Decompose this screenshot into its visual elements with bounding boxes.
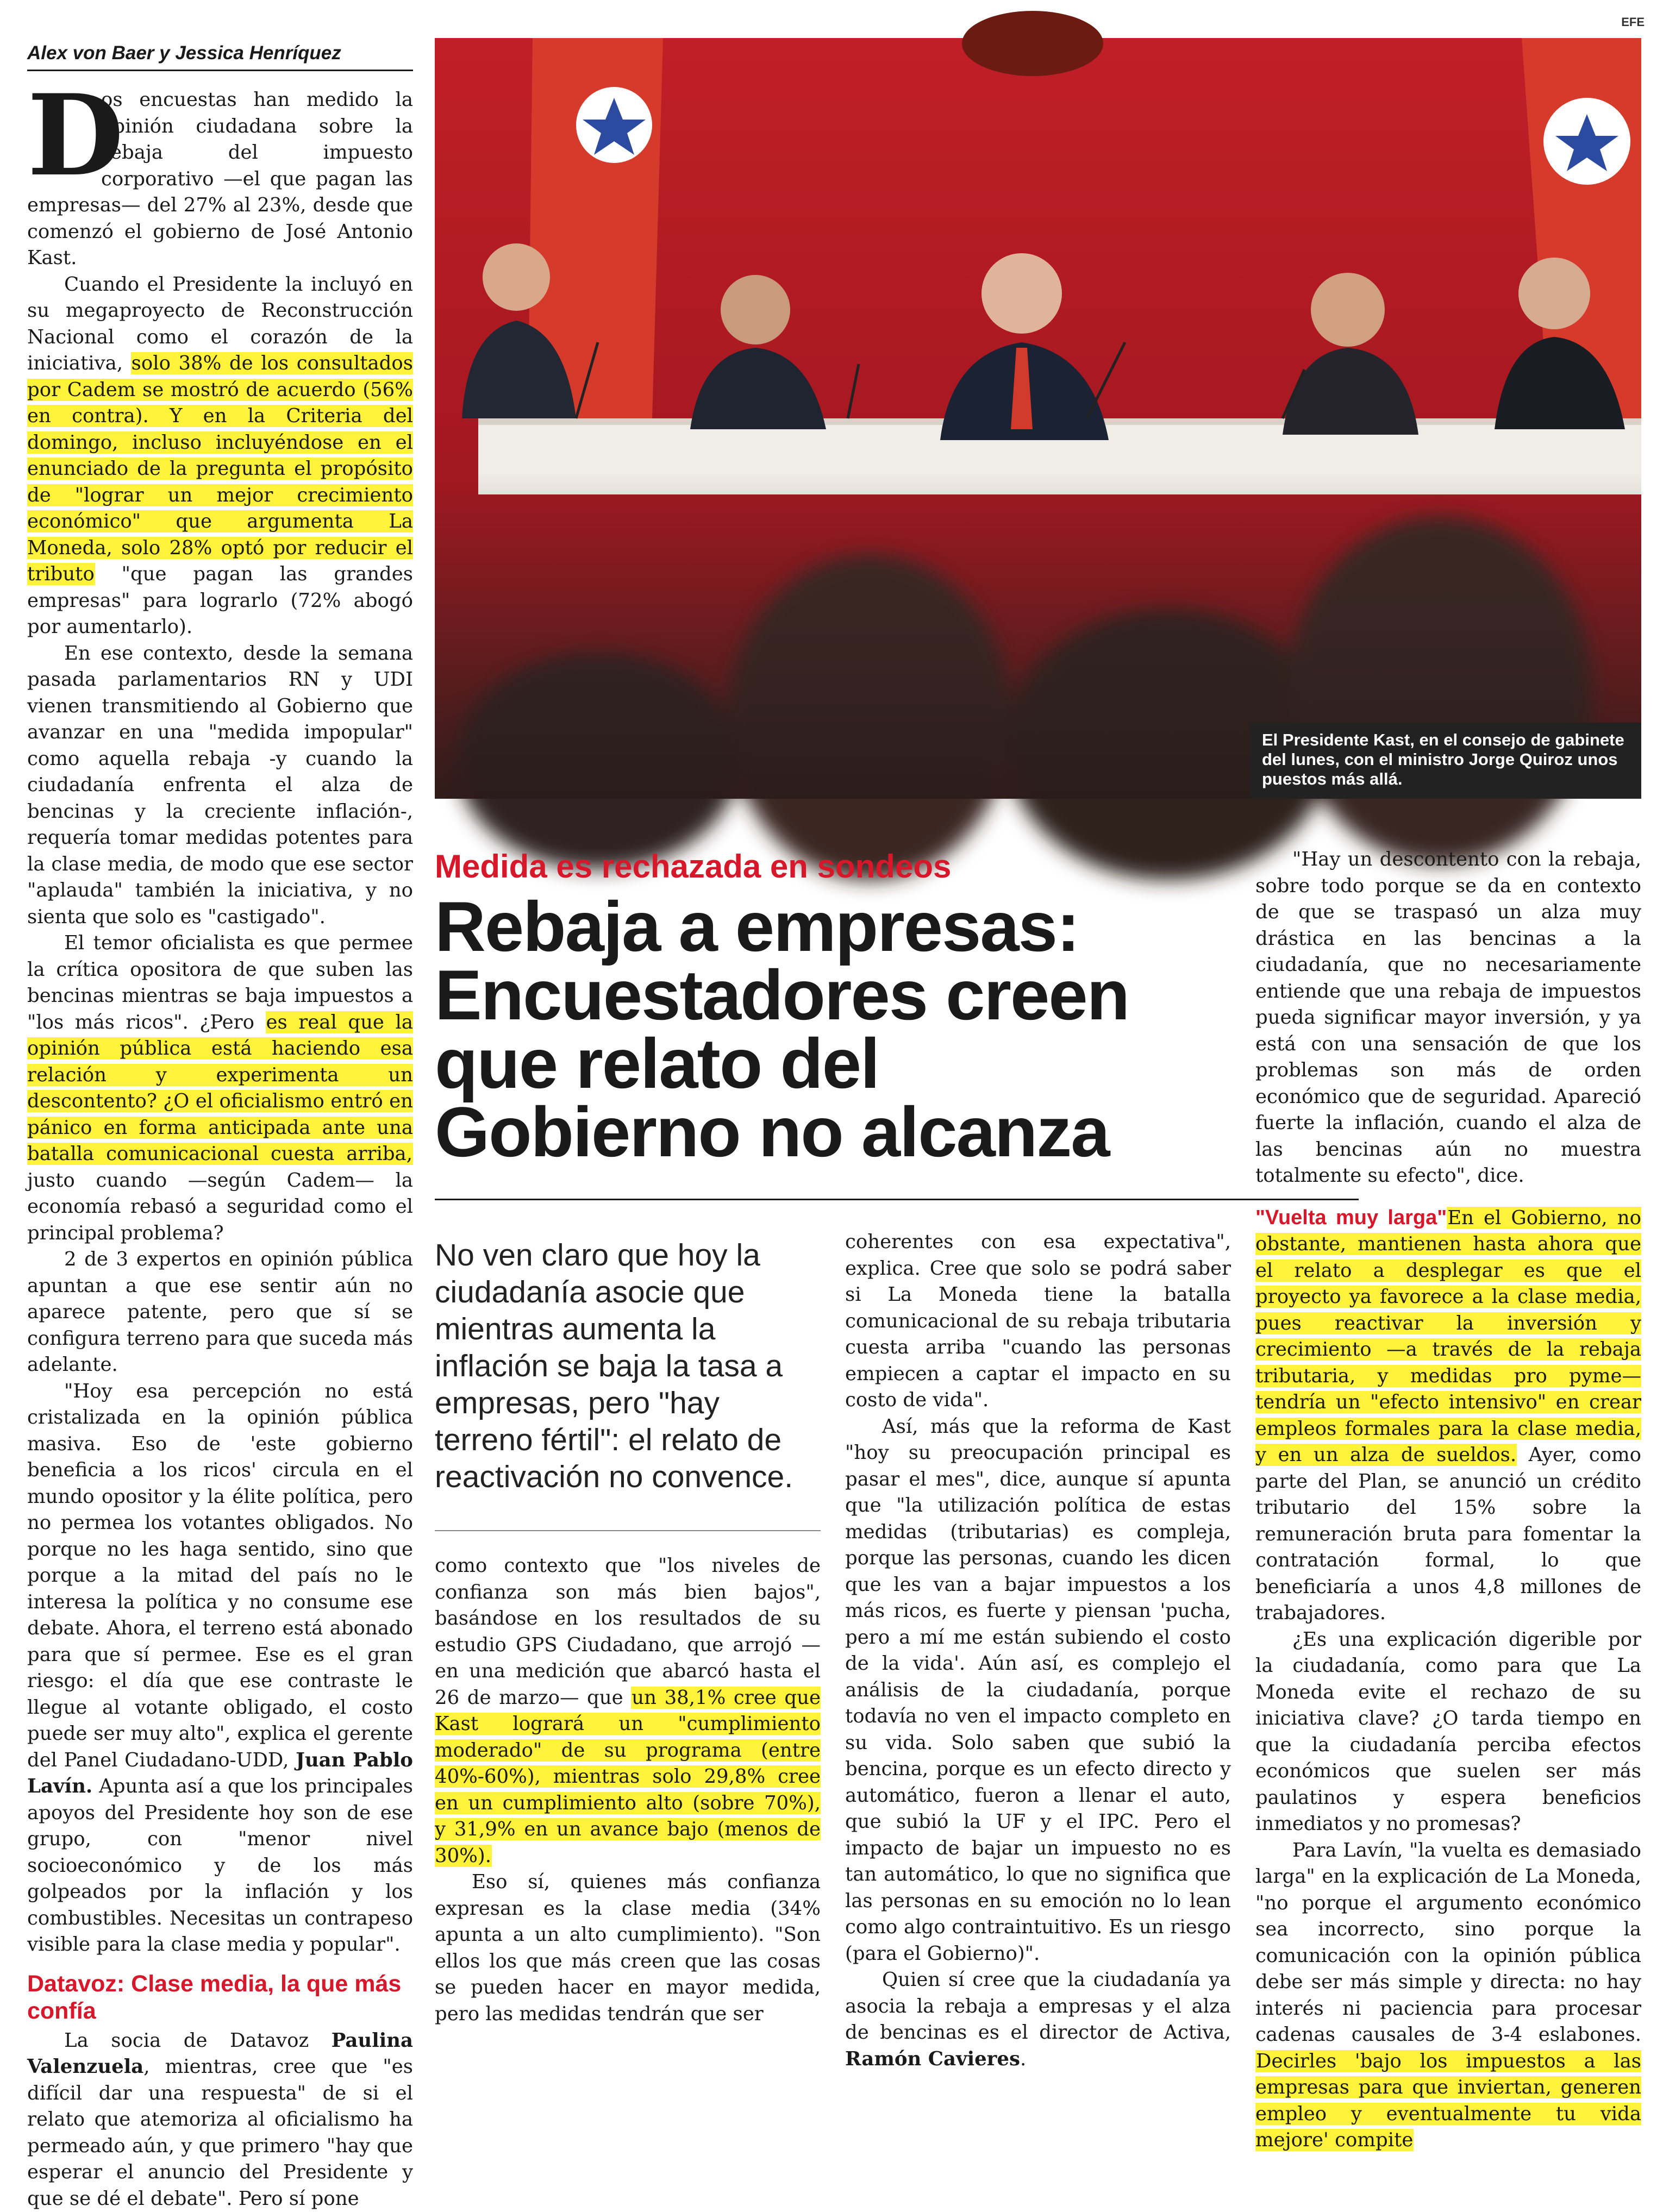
- paragraph-6b: Apunta así a que los principales apoyos del Presidente hoy son de ese grupo, con "menor nivel socioeconómico y de los más golpeados por la inflación y los combustibles. Necesitas un contrapeso visible para la clase media y popular".: [27, 1775, 413, 1956]
- article-column-2: [435, 1553, 821, 2025]
- c4-paragraph-1: "Hay un descontento con la rebaja, sobre todo porque se da en contexto de que se traspasó un alza muy drástica en las bencinas a la ciudadanía, que no necesariamente entiende que una rebaja de impuestos pueda significar mayor inversión, y ya está con una sensación de que los problemas son más de orden económico que de seguridad. Apareció fuerte la inflación, cuando el alza de las bencinas aún no muestra totalmente su efecto", dice.: [1255, 848, 1641, 1187]
- paragraph-7b: , mientras, cree que "es difícil dar una respuesta" de si el relato que atemoriza al oficialismo ha permeado aún, y que primero "hay que esperar el anuncio del Presidente y que se dé el debate". Pero sí pone: [27, 2056, 413, 2210]
- subhead-datavoz: Datavoz: Clase media, la que más confía: [27, 1970, 402, 2024]
- c4-paragraph-4a: Para Lavín, "la vuelta es demasiado larga" en la explicación de La Moneda, "no porque el argumento económico sea incorrecto, sino porque la comunicación con la opinión pública debe ser más simple y directa: no hay interés ni paciencia para procesar cadenas causales de 3-4 eslabones.: [1255, 1839, 1641, 2046]
- photo-illustration: [435, 38, 1641, 799]
- highlight-question: es real que la opinión pública está haciendo esa relación y experimenta un descontento? ¿O el oficialismo entró en pánico en forma anticipada ante una batalla comunicacional cuesta arriba,: [27, 1011, 413, 1165]
- drop-cap: D: [27, 71, 124, 201]
- paragraph-1: os encuestas han medido la opinión ciudadana sobre la rebaja del impuesto corporativo —el que pagan las empresas— del 27% al 23%, desde que comenzó el gobierno de José Antonio Kast.: [27, 89, 413, 269]
- highlight-gobierno: En el Gobierno, no obstante, mantienen hasta ahora que el relato a desplegar es que el proyecto ya favorece a la clase media, pues reactivar la inversión y crecimiento —a través de la rebaja tributaria, y medidas pro pyme— tendría un "efecto intensivo" en crear empleos formales para la clase media, y en un alza de sueldos.: [1255, 1206, 1642, 1466]
- highlight-cadem: solo 38% de los consultados por Cadem se mostró de acuerdo (56% en contra). Y en la Criteria del domingo, incluso incluyéndose en el enunciado de la pregunta el propósito de "lograr un mejor crecimiento económico" que argumenta La Moneda, solo 28% optó por reducir el tributo: [27, 352, 413, 585]
- deck: No ven claro que hoy la ciudadanía asocie que mientras aumenta la inflación se baja la tasa a empresas, pero "hay terreno fértil": el relato de reactivación no convence.: [435, 1238, 793, 1494]
- headline: [435, 887, 1206, 1171]
- photo-caption: El Presidente Kast, en el consejo de gabinete del lunes, con el ministro Jorge Quiroz unos puestos más allá.: [1250, 723, 1641, 799]
- headline-line-1: Rebaja a empresas:: [435, 887, 1079, 966]
- article-column-3: [845, 1229, 1231, 2070]
- headline-rule: [435, 1199, 1359, 1200]
- paragraph-4c: justo cuando —según Cadem— la economía rebasó a seguridad como el principal problema?: [27, 1169, 413, 1244]
- kicker: Medida es rechazada en sondeos: [435, 848, 952, 885]
- byline: Alex von Baer y Jessica Henríquez: [27, 42, 413, 71]
- c2-paragraph-1a: como contexto que "los niveles de confianza son más bien bajos", basándose en los resultados de su estudio GPS Ciudadano, que arrojó —en una medición que abarcó hasta el 26 de marzo— que: [435, 1555, 821, 1709]
- article-column-4: [1255, 847, 1642, 2151]
- paragraph-6a: "Hoy esa percepción no está cristalizada en la opinión pública masiva. Eso de 'este gobierno beneficia a los ricos' circula en el mundo opositor y la élite política, pero no permea los votantes obligados. No porque no les haga sentido, sino que porque a la mitad del país no le interesa la política y no consume ese debate. Ahora, el terreno está abonado para que sí permee. Ese es el gran riesgo: el día que ese contraste le llegue al votante obligado, el costo puede ser muy alto", explica el gerente del Panel Ciudadano-UDD,: [27, 1380, 413, 1771]
- headline-line-3: que relato del: [435, 1024, 879, 1103]
- highlight-gps: un 38,1% cree que Kast logrará un "cumplimiento moderado" de su programa (entre 40%-60%), mientras solo 29,8% cree en un cumplimiento alto (sobre 70%), y 31,9% en un avance bajo (menos de 30%).: [435, 1686, 821, 1867]
- name-lavin: Juan Pablo Lavín.: [27, 1749, 413, 1797]
- c4-paragraph-2b: Ayer, como parte del Plan, se anunció un crédito tributario del 15% sobre la remuneración bruta para fomentar la contratación formal, lo que beneficiaría a unos 4,8 millones de trabajadores.: [1255, 1444, 1641, 1624]
- highlight-decirles: Decirles 'bajo los impuestos a las empresas para que inviertan, generen empleo y eventualmente tu vida mejore' compite: [1255, 2050, 1641, 2151]
- paragraph-7a: La socia de Datavoz: [64, 2029, 332, 2052]
- article-column-1: [27, 71, 413, 2210]
- paragraph-4a: El temor oficialista es que permee la crítica opositora de que suben las bencinas mientras se baja impuestos a "los más ricos". ¿Pero: [27, 932, 413, 1033]
- headline-line-4: Gobierno no alcanza: [435, 1092, 1109, 1171]
- photo-credit: EFE: [1621, 15, 1645, 29]
- deck-rule: [435, 1530, 821, 1531]
- subhead-vuelta: "Vuelta muy larga": [1255, 1206, 1447, 1229]
- cabinet-photo: [435, 38, 1641, 799]
- paragraph-2a: Cuando el Presidente la incluyó en su megaproyecto de Reconstrucción Nacional como el corazón de la iniciativa,: [27, 273, 413, 374]
- c3-paragraph-3a: Quien sí cree que la ciudadanía ya asocia la rebaja a empresas y el alza de bencinas es el director de Activa,: [845, 1969, 1231, 2044]
- name-cavieres: Ramón Cavieres: [845, 2047, 1020, 2070]
- paragraph-5: 2 de 3 expertos en opinión pública apuntan a que ese sentir aún no aparece patente, pero que sí se configura terreno para que suceda más adelante.: [27, 1248, 413, 1376]
- c3-paragraph-2: Así, más que la reforma de Kast "hoy su preocupación principal es pasar el mes", dice, aunque sí apunta que "la utilización política de estas medidas (tributarias) es compleja, porque las personas, cuando les dicen que les van a bajar impuestos a los más ricos, es fuerte y piensan 'pucha, pero a mí me están subiendo el costo de la vida'. Aún así, es complejo el análisis de la ciudadanía, porque todavía no ven el impacto completo en su vida. Solo saben que subió la bencina, porque es un efecto directo y automático, fueron a llenar el auto, que subió la UF y el IPC. Pero el impacto de bajar un impuesto no es tan automático, lo que no significa que las personas en su emoción no lo lean como algo contraintuitivo. Es un riesgo (para el Gobierno)".: [845, 1415, 1231, 1965]
- paragraph-3: En ese contexto, desde la semana pasada parlamentarios RN y UDI vienen transmitiendo al Gobierno que avanzar en una "medida impopular" como aquella rebaja -y cuando la ciudadanía enfrenta el alza de bencinas y la creciente inflación-, requería tomar medidas potentes para la clase media, de modo que ese sector "aplauda" también la iniciativa, y no sienta que solo es "castigado".: [27, 642, 413, 928]
- c4-paragraph-3: ¿Es una explicación digerible por la ciudadanía, como para que La Moneda evite el rechazo de su iniciativa clave? ¿O tarda tiempo en que la ciudadanía perciba efectos económicos que suelen ser más paulatinos y espera beneficios inmediatos y no promesas?: [1255, 1628, 1641, 1835]
- headline-line-2: Encuestadores creen: [435, 955, 1129, 1035]
- c3-paragraph-1: coherentes con esa expectativa", explica. Cree que solo se podrá saber si La Moneda tiene la batalla comunicacional de su rebaja tributaria cuesta arriba "cuando las personas empiecen a captar el impacto en su costo de vida".: [845, 1231, 1231, 1411]
- paragraph-2c: "que pagan las grandes empresas" para lograrlo (72% abogó por aumentarlo).: [27, 563, 413, 638]
- name-valenzuela: Paulina Valenzuela: [27, 2029, 413, 2078]
- c3-paragraph-3b: .: [1020, 2047, 1027, 2070]
- c2-paragraph-2: Eso sí, quienes más confianza expresan es la clase media (34% apunta a un alto cumplimiento). "Son ellos los que más creen que las cosas se pueden hacer en mayor medida, pero las medidas tendrán que ser: [435, 1871, 821, 2025]
